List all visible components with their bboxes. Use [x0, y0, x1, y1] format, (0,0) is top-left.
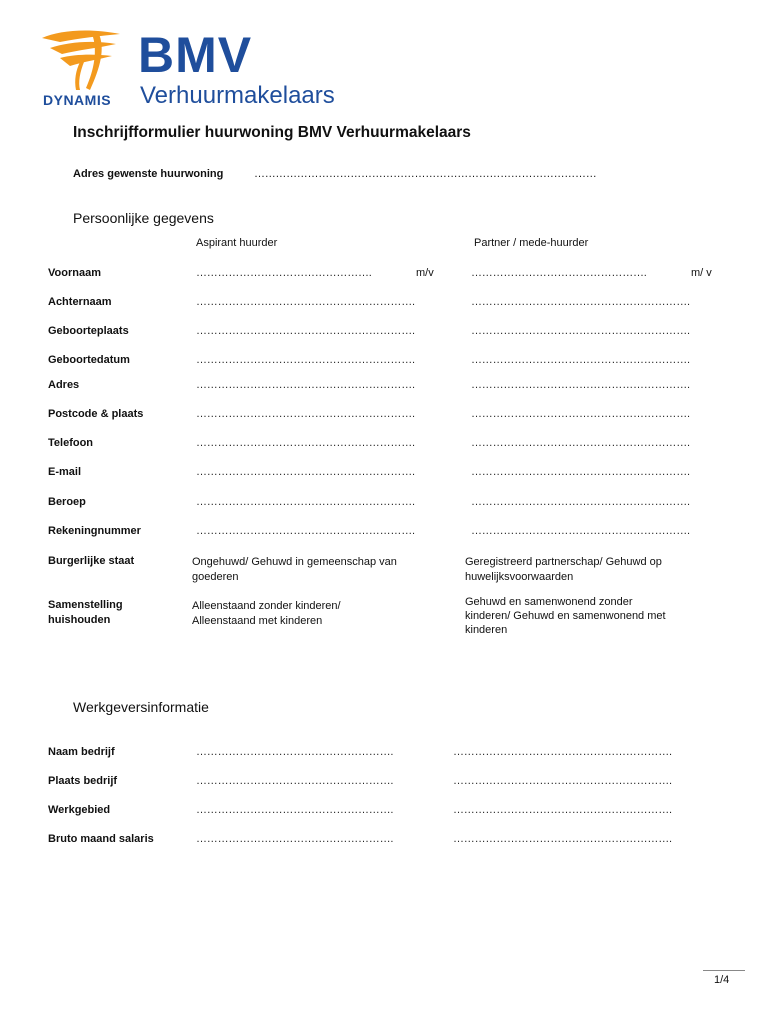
section-werkgeversinformatie: Werkgeversinformatie: [73, 699, 209, 715]
row-label-achternaam: Achternaam: [48, 296, 112, 308]
row-label-beroep: Beroep: [48, 496, 86, 508]
logo-subtitle: Verhuurmakelaars: [140, 82, 335, 109]
rekeningnummer-field-2[interactable]: …………………………………………………….: [471, 525, 690, 537]
dynamis-logo-icon: [40, 28, 122, 94]
geboortedatum-field-1[interactable]: …………………………………………………….: [196, 354, 415, 366]
plaats-bedrijf-field-2[interactable]: …………………………………………………….: [453, 775, 672, 787]
email-field-2[interactable]: …………………………………………………….: [471, 466, 690, 478]
row-label-bruto-salaris: Bruto maand salaris: [48, 833, 154, 845]
row-label-postcode-plaats: Postcode & plaats: [48, 408, 144, 420]
telefoon-field-2[interactable]: …………………………………………………….: [471, 437, 690, 449]
row-label-geboorteplaats: Geboorteplaats: [48, 325, 129, 337]
voornaam-field-1[interactable]: ………………………………………….: [196, 267, 372, 279]
col-aspirant-huurder: Aspirant huurder: [196, 237, 278, 249]
row-label-plaats-bedrijf: Plaats bedrijf: [48, 775, 118, 787]
beroep-field-1[interactable]: …………………………………………………….: [196, 496, 415, 508]
rekeningnummer-field-1[interactable]: …………………………………………………….: [196, 525, 415, 537]
adres-field-2[interactable]: …………………………………………………….: [471, 379, 690, 391]
werkgebied-field-2[interactable]: …………………………………………………….: [453, 804, 672, 816]
achternaam-field-2[interactable]: …………………………………………………….: [471, 296, 690, 308]
samenstelling-option-2[interactable]: Gehuwd en samenwonend zonder kinderen/ Gehuwd en samenwonend met kinderen: [465, 596, 666, 636]
row-label-rekeningnummer: Rekeningnummer: [48, 525, 141, 537]
burgerlijke-staat-option-1[interactable]: Ongehuwd/ Gehuwd in gemeenschap van goederen: [192, 556, 397, 583]
postcode-field-2[interactable]: …………………………………………………….: [471, 408, 690, 420]
postcode-field-1[interactable]: …………………………………………………….: [196, 408, 415, 420]
row-label-naam-bedrijf: Naam bedrijf: [48, 746, 115, 758]
bruto-salaris-field-1[interactable]: ……………………………………………….: [196, 833, 394, 845]
adres-field-1[interactable]: …………………………………………………….: [196, 379, 415, 391]
row-label-samenstelling: Samenstelling huishouden: [48, 599, 123, 626]
beroep-field-2[interactable]: …………………………………………………….: [471, 496, 690, 508]
telefoon-field-1[interactable]: …………………………………………………….: [196, 437, 415, 449]
row-label-email: E-mail: [48, 466, 82, 478]
burgerlijke-staat-option-2[interactable]: Geregistreerd partnerschap/ Gehuwd op huwelijksvoorwaarden: [465, 556, 662, 583]
row-label-telefoon: Telefoon: [48, 437, 94, 449]
adres-gewenste-field[interactable]: ……………………………………………………………………………………: [254, 168, 597, 180]
plaats-bedrijf-field-1[interactable]: ……………………………………………….: [196, 775, 394, 787]
logo-bmv: BMV: [138, 27, 253, 83]
naam-bedrijf-field-1[interactable]: ……………………………………………….: [196, 746, 394, 758]
col-partner: Partner / mede-huurder: [474, 237, 589, 249]
page-title: Inschrijfformulier huurwoning BMV Verhuurmakelaars: [73, 124, 471, 141]
row-label-geboortedatum: Geboortedatum: [48, 354, 130, 366]
naam-bedrijf-field-2[interactable]: …………………………………………………….: [453, 746, 672, 758]
werkgebied-field-1[interactable]: ……………………………………………….: [196, 804, 394, 816]
mv-option-2[interactable]: m/ v: [691, 267, 712, 279]
achternaam-field-1[interactable]: …………………………………………………….: [196, 296, 415, 308]
geboorteplaats-field-1[interactable]: …………………………………………………….: [196, 325, 415, 337]
row-label-burgerlijke-staat: Burgerlijke staat: [48, 555, 135, 567]
logo-dynamis: DYNAMIS: [43, 92, 112, 108]
row-label-voornaam: Voornaam: [48, 267, 101, 279]
geboorteplaats-field-2[interactable]: …………………………………………………….: [471, 325, 690, 337]
row-label-adres: Adres: [48, 379, 80, 391]
samenstelling-option-1[interactable]: Alleenstaand zonder kinderen/ Alleenstaand met kinderen: [192, 600, 341, 627]
mv-option-1[interactable]: m/v: [416, 267, 434, 279]
geboortedatum-field-2[interactable]: …………………………………………………….: [471, 354, 690, 366]
page-number-divider: [703, 970, 745, 971]
bruto-salaris-field-2[interactable]: …………………………………………………….: [453, 833, 672, 845]
row-label-werkgebied: Werkgebied: [48, 804, 111, 816]
adres-gewenste-label: Adres gewenste huurwoning: [73, 168, 224, 180]
page-number: 1/4: [714, 974, 730, 986]
email-field-1[interactable]: …………………………………………………….: [196, 466, 415, 478]
voornaam-field-2[interactable]: ………………………………………….: [471, 267, 647, 279]
section-persoonlijke-gegevens: Persoonlijke gegevens: [73, 210, 214, 226]
